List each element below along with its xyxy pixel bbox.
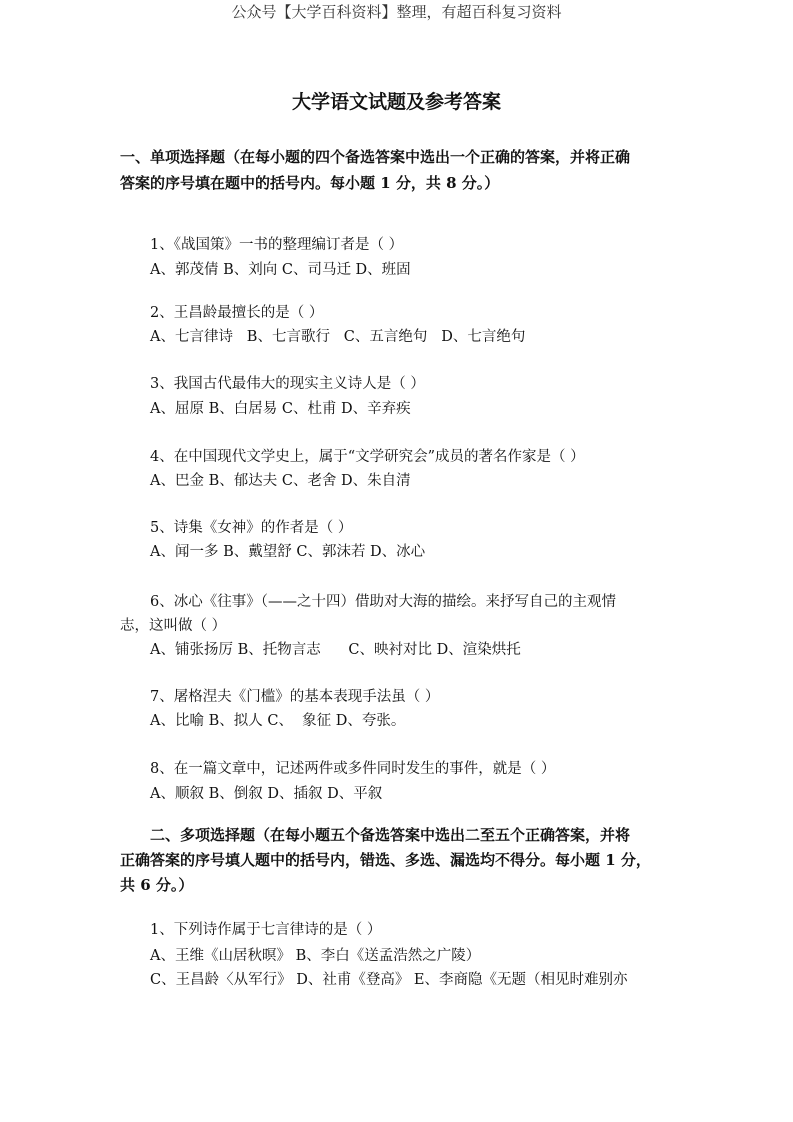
- page-header: 公众号【大学百科资料】整理，有超百科复习资料: [231, 3, 562, 21]
- question-text: 8、在一篇文章中，记述两件或多件同时发生的事件，就是（ ）: [150, 761, 556, 777]
- section2-heading: 二、多项选择题（在每小题五个备选答案中选出二至五个正确答案，并将: [150, 826, 631, 844]
- section1-heading-cont: 答案的序号填在题中的括号内。每小题 1 分，共 8 分。）: [120, 174, 500, 192]
- question-options: A、郭茂倩 B、刘向 C、司马迁 D、班固: [150, 262, 411, 278]
- question-options: A、巴金 B、郁达夫 C、老舍 D、朱自清: [150, 473, 411, 489]
- section2-heading-cont: 共 6 分。）: [120, 876, 194, 894]
- question-text-cont: 志，这叫做（ ）: [120, 618, 227, 634]
- question-options: A、屈原 B、白居易 C、杜甫 D、辛弃疾: [150, 401, 411, 417]
- question-text: 6、冰心《往事》（——之十四）借助对大海的描绘。来抒写自己的主观情: [150, 594, 616, 610]
- question-options: A、王维《山居秋暝》 B、李白《送孟浩然之广陵）: [150, 948, 481, 964]
- section1-heading: 一、单项选择题（在每小题的四个备选答案中选出一个正确的答案，并将正确: [120, 148, 631, 166]
- question-options: A、顺叙 B、倒叙 D、插叙 D、平叙: [150, 786, 383, 802]
- question-options: A、铺张扬厉 B、托物言志 C、映衬对比 D、渲染烘托: [150, 642, 521, 658]
- question-text: 4、在中国现代文学史上，属于“文学研究会”成员的著名作家是（ ）: [150, 449, 585, 465]
- question-text: 5、诗集《女神》的作者是（ ）: [150, 520, 353, 536]
- question-text: 1、下列诗作属于七言律诗的是（ ）: [150, 922, 382, 938]
- question-options: A、比喻 B、拟人 C、 象征 D、夸张。: [150, 713, 406, 729]
- document-title: 大学语文试题及参考答案: [291, 91, 501, 113]
- question-options: C、王昌龄〈从军行》 D、社甫《登高》 E、李商隐《无题（相见时难别亦: [150, 972, 628, 988]
- question-text: 1、《战国策》一书的整理编订者是（ ）: [150, 237, 404, 253]
- question-text: 3、我国古代最伟大的现实主义诗人是（ ）: [150, 376, 425, 392]
- section2-heading-cont: 正确答案的序号填人题中的括号内，错选、多选、漏选均不得分。每小题 1 分，: [120, 851, 651, 869]
- question-options: A、闻一多 B、戴望舒 C、郭沫若 D、冰心: [150, 544, 426, 560]
- question-text: 7、屠格涅夫《门槛》的基本表现手法虽（ ）: [150, 689, 440, 705]
- question-text: 2、王昌龄最擅长的是（ ）: [150, 305, 324, 321]
- question-options: A、七言律诗 B、七言歌行 C、五言绝句 D、七言绝句: [150, 329, 526, 345]
